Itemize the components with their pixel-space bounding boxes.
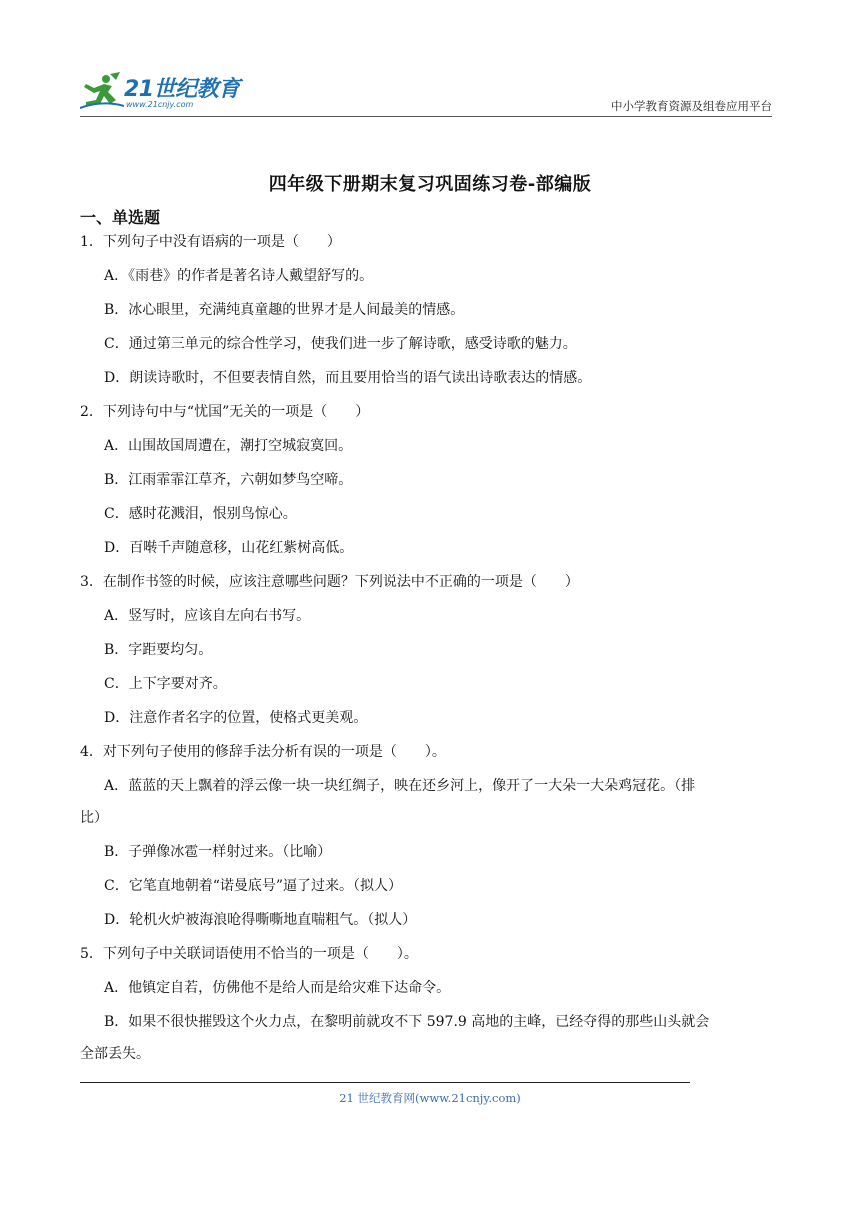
question-4-option-a: A．蓝蓝的天上飘着的浮云像一块一块红绸子，映在还乡河上，像开了一大朵一大朵鸡冠花。（排 bbox=[104, 778, 696, 794]
question-2-stem: 2．下列诗句中与“忧国”无关的一项是（ ） bbox=[80, 404, 370, 420]
question-4-option-c: C．它笔直地朝着“诺曼底号”逼了过来。（拟人） bbox=[104, 878, 403, 894]
question-2-option-c: C．感时花溅泪，恨别鸟惊心。 bbox=[104, 506, 297, 522]
question-3-option-b: B．字距要均匀。 bbox=[104, 642, 213, 658]
question-3-stem: 3．在制作书签的时候，应该注意哪些问题？下列说法中不正确的一项是（ ） bbox=[80, 574, 579, 590]
page-header bbox=[80, 66, 772, 118]
logo-url: www.21cnjy.com bbox=[126, 100, 194, 109]
header-divider bbox=[80, 116, 772, 117]
question-2-option-b: B．江雨霏霏江草齐，六朝如梦鸟空啼。 bbox=[104, 472, 353, 488]
question-5-option-a: A．他镇定自若，仿佛他不是给人而是给灾难下达命令。 bbox=[104, 980, 451, 996]
question-3-option-d: D．注意作者名字的位置，使格式更美观。 bbox=[104, 710, 368, 726]
question-5-stem: 5．下列句子中关联词语使用不恰当的一项是（ ）。 bbox=[80, 946, 418, 962]
question-1-option-d: D．朗读诗歌时，不但要表情自然，而且要用恰当的语气读出诗歌表达的情感。 bbox=[104, 370, 592, 386]
footer-link[interactable]: 21 世纪教育网(www.21cnjy.com) bbox=[339, 1091, 521, 1105]
header-slogan: 中小学教育资源及组卷应用平台 bbox=[611, 99, 772, 113]
footer-divider bbox=[80, 1082, 690, 1083]
logo-text: 21世纪教育 bbox=[124, 77, 240, 102]
question-4-option-d: D．轮机火炉被海浪呛得嘶嘶地直喘粗气。（拟人） bbox=[104, 912, 417, 928]
question-4-stem: 4．对下列句子使用的修辞手法分析有误的一项是（ ）。 bbox=[80, 744, 446, 760]
runner-icon bbox=[80, 72, 124, 112]
question-2-option-d: D．百啭千声随意移，山花红紫树高低。 bbox=[104, 540, 354, 556]
section-heading: 一、单选题 bbox=[80, 208, 161, 227]
question-5-option-b-cont: 全部丢失。 bbox=[80, 1046, 150, 1062]
question-3-option-c: C．上下字要对齐。 bbox=[104, 676, 227, 692]
brand-logo bbox=[80, 66, 260, 116]
question-3-option-a: A．竖写时，应该自左向右书写。 bbox=[104, 608, 311, 624]
question-4-option-a-cont: 比） bbox=[80, 810, 108, 826]
question-1-option-a: A．《雨巷》的作者是著名诗人戴望舒写的。 bbox=[104, 268, 374, 284]
document-title: 四年级下册期末复习巩固练习卷-部编版 bbox=[268, 174, 592, 195]
question-1-option-b: B．冰心眼里，充满纯真童趣的世界才是人间最美的情感。 bbox=[104, 302, 465, 318]
question-5-option-b: B．如果不很快摧毁这个火力点，在黎明前就攻不下 597.9 高地的主峰，已经夺得的那些山头就会 bbox=[104, 1014, 710, 1030]
question-4-option-b: B．子弹像冰雹一样射过来。（比喻） bbox=[104, 844, 332, 860]
question-1-stem: 1．下列句子中没有语病的一项是（ ） bbox=[80, 234, 341, 250]
question-2-option-a: A．山围故国周遭在，潮打空城寂寞回。 bbox=[104, 438, 353, 454]
question-1-option-c: C．通过第三单元的综合性学习，使我们进一步了解诗歌，感受诗歌的魅力。 bbox=[104, 336, 577, 352]
